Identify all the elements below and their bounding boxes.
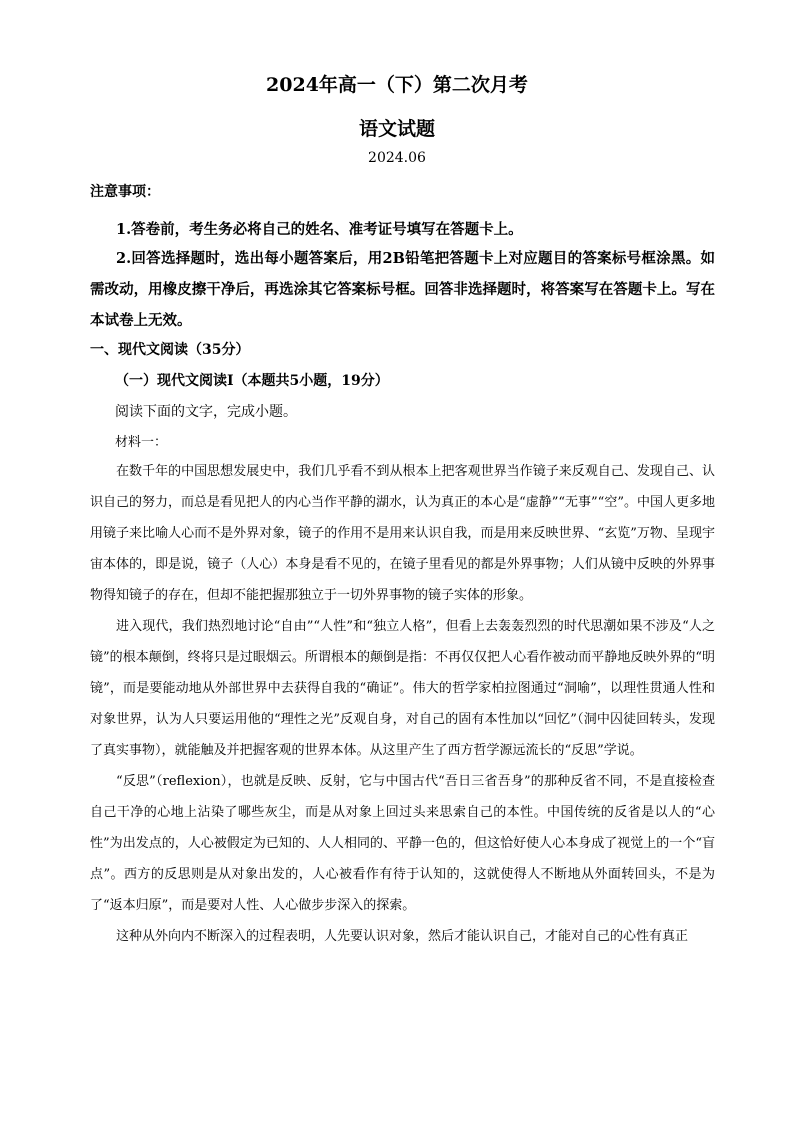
- article-body: [90, 456, 715, 952]
- exam-subject: 语文试题: [358, 118, 435, 140]
- exam-date: 2024.06: [368, 150, 426, 166]
- paragraph: “反思”（reflexion），也就是反映、反射，它与中国古代“吾日三省吾身”的那种反省不同，不是直接检查自己干净的心地上沾染了哪些灰尘，而是从对象上回过头来思索自己的本性。中国传统的反省是以人的“心性”为出发点的，人心被假定为已知的、人人相同的、平静一色的，但这恰好使人心本身成了视觉上的一个“盲点”。西方的反思则是从对象出发的，人心被看作有待于认知的，这就使得人不断地从外面转回头，不是为了“返本归原”，而是要对人性、人心做步步深入的探索。: [90, 774, 715, 913]
- paragraph: 进入现代，我们热烈地讨论“自由”“人性”和“独立人格”，但看上去轰轰烈烈的时代思潮如果不涉及“人之镜”的根本颠倒，终将只是过眼烟云。所谓根本的颠倒是指：不再仅仅把人心看作被动而平静地反映外界的“明镜”，而是要能动地从外部世界中去获得自我的“确证”。伟大的哲学家柏拉图通过“洞喻”，以理性贯通人性和对象世界，认为人只要运用他的“理性之光”反观自身，对自己的固有本性加以“回忆”（洞中囚徒回转头，发现了真实事物），就能触及并把握客观的世界本体。从这里产生了西方哲学源远流长的“反思”学说。: [90, 619, 715, 758]
- exam-title: 2024年高一（下）第二次月考: [266, 74, 528, 96]
- notes-item-2: 2.回答选择题时，选出每小题答案后，用2B铅笔把答题卡上对应题目的答案标号框涂黑。如需改动，用橡皮擦干净后，再选涂其它答案标号框。回答非选择题时，将答案写在答题卡上。写在本试卷上无效。: [90, 250, 715, 329]
- notes-heading: 注意事项：: [90, 184, 160, 200]
- material-label: 材料一：: [115, 435, 168, 450]
- paragraph: 这种从外向内不断深入的过程表明，人先要认识对象，然后才能认识自己，才能对自己的心性有真正: [116, 929, 689, 944]
- notes-item-1: 1.答卷前，考生务必将自己的姓名、准考证号填写在答题卡上。: [116, 221, 523, 238]
- reading-instruction: 阅读下面的文字，完成小题。: [115, 404, 297, 420]
- paragraph: 在数千年的中国思想发展史中，我们几乎看不到从根本上把客观世界当作镜子来反观自己、发现自己、认识自己的努力，而总是看见把人的内心当作平静的湖水，认为真正的本心是“虚静”“无事”“空”。中国人更多地用镜子来比喻人心而不是外界对象，镜子的作用不是用来认识自我，而是用来反映世界、“玄览”万物、呈现宇宙本体的，即是说，镜子（人心）本身是看不见的，在镜子里看见的都是外界事物；人们从镜中反映的外界事物得知镜子的存在，但却不能把握那独立于一切外界事物的镜子实体的形象。: [90, 464, 715, 603]
- section-heading: 一、现代文阅读（35分）: [90, 342, 250, 358]
- section-subheading: （一）现代文阅读Ⅰ（本题共5小题，19分）: [115, 373, 389, 389]
